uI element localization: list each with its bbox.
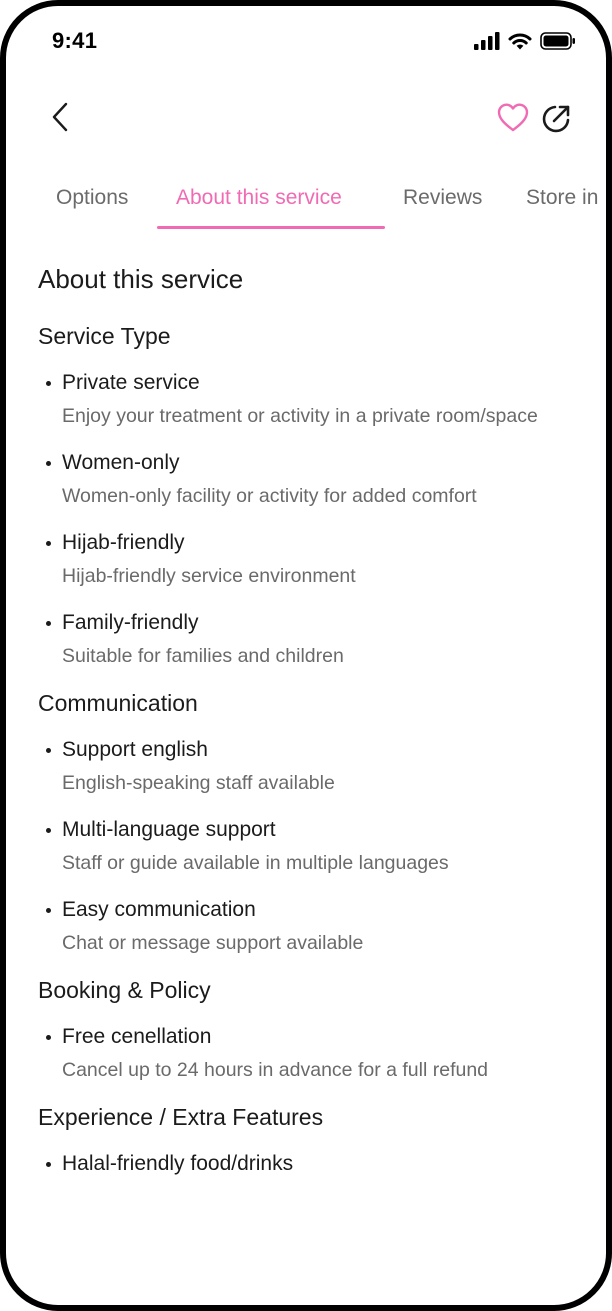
status-time: 9:41: [52, 28, 98, 53]
item-title: Family-friendly: [62, 611, 199, 634]
item-description: Chat or message support available: [62, 932, 364, 954]
section-title: Experience / Extra Features: [38, 1104, 324, 1130]
item-title: Support english: [62, 738, 208, 761]
tab-about-this-service[interactable]: About this service: [176, 186, 342, 209]
list-item: [38, 815, 586, 879]
tab-bar: [6, 176, 606, 232]
section-booking-policy: [38, 977, 586, 1086]
section-communication: [38, 690, 586, 959]
item-description: Staff or guide available in multiple languages: [62, 852, 449, 874]
tab-store-info[interactable]: Store in: [526, 186, 599, 209]
list-item: [38, 608, 586, 672]
status-bar: [6, 6, 606, 86]
item-title: Hijab-friendly: [62, 531, 185, 554]
wifi-icon: [508, 32, 532, 50]
share-button[interactable]: [540, 101, 574, 135]
section-title: Service Type: [38, 323, 171, 349]
item-description: Women-only facility or activity for added comfort: [62, 485, 477, 507]
list-item: [38, 528, 586, 592]
back-button[interactable]: [44, 99, 78, 135]
favorite-button[interactable]: [496, 102, 530, 134]
list-item: [38, 735, 586, 799]
item-description: Suitable for families and children: [62, 645, 344, 667]
item-title: Multi-language support: [62, 818, 276, 841]
signal-icon: [474, 32, 500, 50]
share-icon: [540, 101, 574, 135]
about-content: [38, 264, 586, 1197]
section-experience-extra: [38, 1104, 586, 1179]
list-item: [38, 1022, 586, 1086]
tab-options[interactable]: Options: [56, 186, 129, 209]
chevron-left-icon: [44, 99, 78, 135]
list-item: [38, 895, 586, 959]
item-title: Free cenellation: [62, 1025, 212, 1048]
item-title: Easy communication: [62, 898, 256, 921]
status-icons: [474, 32, 576, 50]
item-title: Women-only: [62, 451, 180, 474]
battery-icon: [540, 32, 576, 50]
active-tab-indicator: [157, 226, 385, 229]
list-item: [38, 1149, 586, 1179]
heart-icon: [496, 102, 530, 134]
list-item: [38, 448, 586, 512]
section-title: Communication: [38, 690, 198, 716]
list-item: [38, 368, 586, 432]
page-title: About this service: [38, 264, 244, 294]
item-title: Private service: [62, 371, 200, 394]
item-description: Cancel up to 24 hours in advance for a full refund: [62, 1059, 489, 1081]
section-title: Booking & Policy: [38, 977, 211, 1003]
item-description: English-speaking staff available: [62, 772, 335, 794]
tab-reviews[interactable]: Reviews: [403, 186, 483, 209]
item-description: Hijab-friendly service environment: [62, 565, 356, 587]
section-service-type: [38, 323, 586, 672]
item-description: Enjoy your treatment or activity in a private room/space: [62, 405, 538, 427]
item-title: Halal-friendly food/drinks: [62, 1152, 294, 1175]
